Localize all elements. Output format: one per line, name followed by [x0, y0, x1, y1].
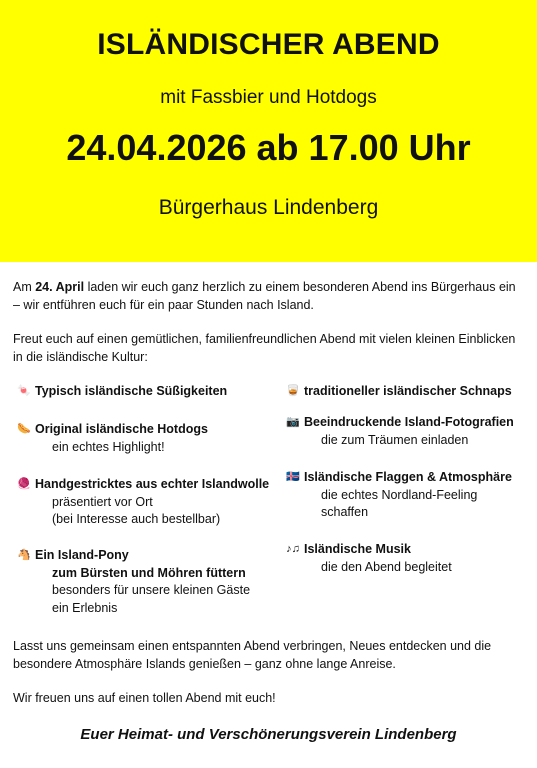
camera-icon: 📷 [286, 416, 300, 428]
item-title: Original isländische Hotdogs [35, 422, 208, 436]
list-item-flags [286, 469, 512, 522]
item-detail: die den Abend begleitet [321, 559, 452, 574]
item-title: Isländische Flaggen & Atmosphäre [304, 470, 512, 484]
item-title: Ein Island-Pony [35, 548, 129, 562]
list-item-hotdogs [17, 421, 208, 456]
list-item-schnaps [286, 383, 512, 401]
header-banner [0, 0, 537, 262]
intro-paragraph [13, 279, 525, 314]
event-subtitle: mit Fassbier und Hotdogs [160, 87, 377, 108]
candy-icon: 🍬 [17, 385, 31, 397]
hotdog-icon: 🌭 [17, 423, 31, 435]
event-title: ISLÄNDISCHER ABEND [97, 28, 440, 61]
signature: Euer Heimat- und Verschönerungsverein Lindenberg [80, 726, 457, 743]
list-item-pony [17, 547, 250, 617]
event-venue: Bürgerhaus Lindenberg [158, 196, 379, 219]
iceland-flag-icon: 🇮🇸 [286, 471, 300, 483]
music-notes-icon: ♪♫ [286, 543, 300, 555]
closing-paragraph: Lasst uns gemeinsam einen entspannten Abend verbringen, Neues entdecken und die besondere Atmosphäre Islands genießen – ganz ohne lange Anreise. [13, 639, 492, 671]
item-title: Handgestricktes aus echter Islandwolle [35, 477, 270, 491]
item-detail-bold: zum Bürsten und Möhren füttern [52, 565, 246, 580]
pony-icon: 🐴 [17, 549, 31, 561]
list-item-wool [17, 476, 269, 529]
item-detail: (bei Interesse auch bestellbar) [52, 512, 221, 526]
thanks-paragraph: Wir freuen uns auf einen tollen Abend mit euch! [13, 691, 276, 705]
event-date: 24.04.2026 ab 17.00 Uhr [66, 127, 471, 168]
item-detail: die zum Träumen einladen [321, 432, 469, 447]
list-item-photos [286, 414, 514, 449]
intro-prefix: Am [13, 280, 36, 294]
culture-paragraph: Freut euch auf einen gemütlichen, familienfreundlichen Abend mit vielen kleinen Einblicken in die isländische Kultur: [13, 332, 516, 364]
item-title: Beeindruckende Island-Fotografien [304, 415, 514, 429]
list-item-candy [17, 383, 227, 401]
yarn-icon: 🧶 [17, 478, 31, 490]
intro-date: 24. April [35, 280, 85, 294]
item-detail: ein echtes Highlight! [52, 439, 165, 454]
item-detail: ein Erlebnis [52, 600, 118, 615]
list-item-music [286, 541, 452, 576]
item-title: Typisch isländische Süßigkeiten [35, 384, 228, 398]
schnaps-icon: 🥃 [286, 385, 300, 397]
intro-rest: laden wir euch ganz herzlich zu einem besonderen Abend ins Bürgerhaus ein – wir entführen euch für ein paar Stunden nach Island. [13, 280, 516, 312]
item-detail: schaffen [321, 505, 369, 519]
item-detail: die echtes Nordland-Feeling [321, 487, 478, 502]
item-title: traditioneller isländischer Schnaps [304, 384, 512, 398]
item-title: Isländische Musik [304, 542, 411, 556]
item-detail: präsentiert vor Ort [52, 494, 153, 509]
item-detail: besonders für unsere kleinen Gäste [52, 583, 251, 597]
